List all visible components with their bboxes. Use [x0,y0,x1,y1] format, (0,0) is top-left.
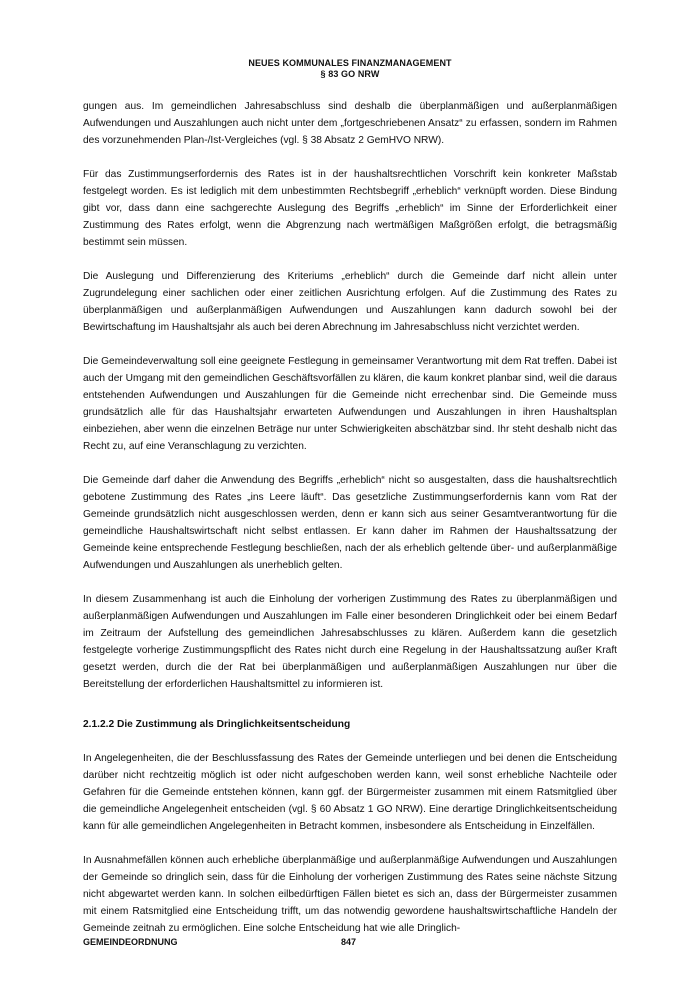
paragraph: In Ausnahmefällen können auch erhebliche überplanmäßige und außerplanmäßige Aufwendungen und Auszahlungen der Gemeinde so dringlich sein, dass für die Einholung der vorherigen Zustimmung des Rates seine nächste Sitzung nicht abgewartet werden kann. In solchen eilbedürftigen Fällen bietet es sich an, dass der Bürgermeister zusammen mit einem Ratsmitglied eine Entscheidung trifft, um das notwendig gewordene haushaltswirtschaftliche Handeln der Gemeinde zeitnah zu ermöglichen. Eine solche Entscheidung hat wie alle Dringlich- [83,855,617,934]
page-footer [83,936,617,948]
paragraph: In Angelegenheiten, die der Beschlussfassung des Rates der Gemeinde unterliegen und bei denen die Entscheidung darüber nicht rechtzeitig möglich ist oder nicht aufgeschoben werden kann, weil sonst erhebliche Nachteile oder Gefahren für die Gemeinde entstehen können, kann ggf. der Bürgermeister zusammen mit einem Ratsmitglied über die gemeindliche Angelegenheit entscheiden (vgl. § 60 Absatz 1 GO NRW). Eine derartige Dringlichkeitsentscheidung kann für alle gemeindlichen Angelegenheiten in Betracht kommen, insbesondere als Entscheidung in Einzelfällen. [83,753,617,832]
paragraph: Die Auslegung und Differenzierung des Kriteriums „erheblich“ durch die Gemeinde darf nicht allein unter Zugrundelegung einer sachlichen oder einer zeitlichen Ausrichtung erfolgen. Auf die Zustimmung des Rates zu überplanmäßigen und außerplanmäßigen Aufwendungen und Auszahlungen kann dadurch sowohl bei der Bewirtschaftung im Haushaltsjahr als auch bei deren Abrechnung im Jahresabschluss nicht verzichtet werden. [83,271,617,333]
section-heading: 2.1.2.2 Die Zustimmung als Dringlichkeitsentscheidung [83,719,351,730]
paragraph: Die Gemeindeverwaltung soll eine geeignete Festlegung in gemeinsamer Verantwortung mit dem Rat treffen. Dabei ist auch der Umgang mit den gemeindlichen Geschäftsvorfällen zu klären, die kaum konkret planbar sind, weil die daraus entstehenden Aufwendungen und Auszahlungen für die Gemeinde nicht errechenbar sind. Die Gemeinde muss grundsätzlich alle für das Haushaltsjahr erwarteten Aufwendungen und Auszahlungen in ihren Haushaltsplan einbeziehen, aber wenn die einzelnen Beträge nur unter Schwierigkeiten abschätzbar sind. Ihr steht deshalb nicht das Recht zu, auf eine Veranschlagung zu verzichten. [83,356,617,452]
paragraph: Für das Zustimmungserfordernis des Rates ist in der haushaltsrechtlichen Vorschrift kein konkreter Maßstab festgelegt worden. Es ist lediglich mit dem unbestimmten Rechtsbegriff „erheblich“ verknüpft worden. Diese Bindung gibt vor, dass dann eine sachgerechte Auslegung des Begriffs „erheblich“ im Sinne der Erforderlichkeit einer Zustimmung des Rates erfolgt, wenn die Abgrenzung nach wertmäßigen Maßgrößen erfolgt, die betragsmäßig bestimmt sein müssen. [83,169,617,248]
header-title: NEUES KOMMUNALES FINANZMANAGEMENT [248,58,452,68]
header-section: § 83 GO NRW [320,69,380,79]
footer-label: GEMEINDEORDNUNG [83,937,178,947]
page-header [0,58,700,80]
document-body [83,98,617,954]
page-number: 847 [341,937,357,947]
paragraph: gungen aus. Im gemeindlichen Jahresabschluss sind deshalb die überplanmäßigen und außerplanmäßigen Aufwendungen und Auszahlungen auch nicht unter dem „fortgeschriebenen Ansatz“ zu erfassen, sondern im Rahmen des vorzunehmenden Plan-/Ist-Vergleiches (vgl. § 38 Absatz 2 GemHVO NRW). [83,101,617,146]
paragraph: In diesem Zusammenhang ist auch die Einholung der vorherigen Zustimmung des Rates zu überplanmäßigen und außerplanmäßigen Aufwendungen und Auszahlungen im Falle einer besonderen Dringlichkeit oder bei einem Bedarf im Zeitraum der Aufstellung des gemeindlichen Jahresabschlusses zu klären. Außerdem kann die gesetzlich festgelegte vorherige Zustimmungspflicht des Rates nicht durch eine Regelung in der Haushaltssatzung außer Kraft gesetzt werden, durch die der Rat bei überplanmäßigen und außerplanmäßigen Auszahlungen nur über die Bereitstellung der erforderlichen Haushaltsmittel zu informieren ist. [83,594,617,690]
paragraph: Die Gemeinde darf daher die Anwendung des Begriffs „erheblich“ nicht so ausgestalten, dass die haushaltsrechtlich gebotene Zustimmung des Rates „ins Leere läuft“. Das gesetzliche Zustimmungserfordernis kann vom Rat der Gemeinde grundsätzlich nicht ausgeschlossen werden, denn er kann sich aus seiner Gesamtverantwortung für die gemeindliche Haushaltswirtschaft nicht selbst entlassen. Er kann daher im Rahmen der Haushaltssatzung der Gemeinde keine entsprechende Festlegung beschließen, nach der als erheblich geltende über- und außerplanmäßige Aufwendungen und Auszahlungen als unerheblich gelten. [83,475,617,571]
